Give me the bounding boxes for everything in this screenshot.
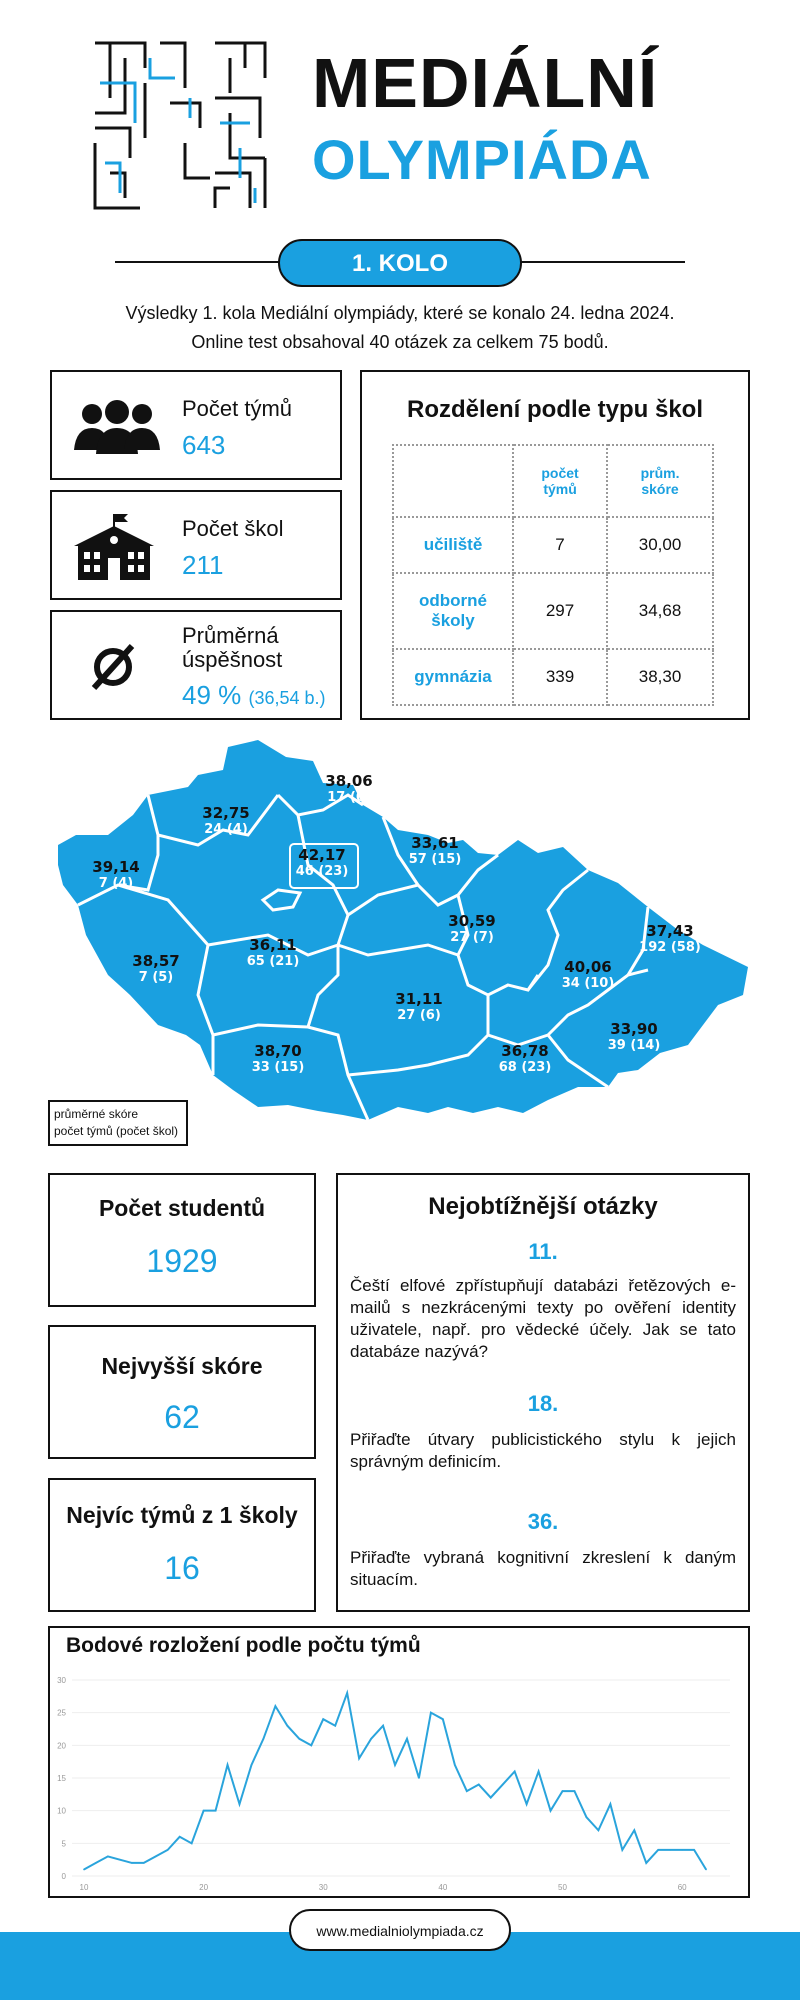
maze-logo [90,38,270,213]
schools-label: Počet škol [182,516,284,541]
data-point [143,1862,145,1864]
average-label-line1: Průměrná [182,623,279,648]
data-point [574,1790,576,1792]
region-label: 36,78 68 (23) [498,1042,552,1075]
header-teams: počet týmů [513,445,607,517]
data-point [382,1725,384,1727]
data-point [478,1784,480,1786]
data-point [490,1797,492,1799]
school-types-card [360,370,750,720]
hardest-questions-card [336,1173,750,1612]
students-title: Počet studentů [98,1195,266,1221]
data-point [681,1849,683,1851]
average-value-row [182,680,326,711]
data-point [83,1869,85,1871]
legend-line-1: průměrné skóre [54,1107,139,1121]
data-point [598,1829,600,1831]
question-text: Přiřaďte útvary publicistického stylu k jejich správným definicím. [350,1430,736,1472]
data-point [203,1810,205,1812]
teams-value: 643 [182,430,226,460]
intro-line-1: Výsledky 1. kola Mediální olympiády, které se konalo 24. ledna 2024. [125,303,675,323]
x-tick-label: 20 [199,1883,209,1892]
x-tick-label: 10 [79,1883,89,1892]
data-point [322,1718,324,1720]
region-label: 38,70 33 (15) [251,1042,305,1075]
school-types-title: Rozdělení podle typu škol [406,396,704,423]
data-point [95,1862,97,1864]
data-point [586,1816,588,1818]
max-score-card [48,1325,316,1459]
question-number: 18. [527,1391,559,1416]
hardest-questions-title: Nejobtížnější otázky [428,1193,658,1220]
teams-label: Počet týmů [182,396,293,421]
table-row [393,649,713,705]
row-type: gymnázia [393,649,513,705]
students-card [48,1173,316,1307]
region-label: 30,59 27 (7) [448,912,496,945]
row-score: 30,00 [607,517,713,573]
y-tick-label: 10 [57,1806,66,1816]
data-point [442,1718,444,1720]
data-point [645,1862,647,1864]
region-label: 33,90 39 (14) [607,1020,661,1053]
row-score: 38,30 [607,649,713,705]
data-point [562,1790,564,1792]
data-point [131,1862,133,1864]
x-tick-label: 60 [677,1883,687,1892]
legend-line-2: počet týmů (počet škol) [54,1123,179,1138]
data-point [610,1803,612,1805]
y-tick-label: 30 [57,1676,66,1685]
table-row [393,573,713,649]
stat-card-teams [50,370,342,480]
region-label: 38,06 17 (6) [325,772,373,805]
intro-line-2: Online test obsahoval 40 otázek za celkem 75 bodů. [191,332,609,352]
data-point [275,1705,277,1707]
data-point [622,1849,624,1851]
data-point [514,1771,516,1773]
data-point [310,1745,312,1747]
average-label-line2: úspěšnost [182,647,283,673]
footer-url[interactable]: www.medialniolympiada.cz [289,1909,511,1951]
max-score-title: Nejvyšší skóre [101,1353,263,1379]
school-types-table [392,444,714,706]
map-legend [48,1100,188,1146]
schools-value: 211 [182,550,224,580]
question-number: 11. [528,1239,558,1264]
title-line-1: MEDIÁLNÍ [312,44,659,122]
region-label: 31,11 27 (6) [395,990,443,1023]
data-point [299,1738,301,1740]
y-tick-label: 25 [57,1708,66,1718]
region-label: 38,57 7 (5) [132,952,180,985]
students-value: 1929 [146,1243,218,1279]
table-corner [393,445,513,517]
y-tick-label: 15 [57,1774,66,1783]
data-point [657,1849,659,1851]
data-point [119,1859,121,1861]
team-icon [72,400,162,455]
data-point [251,1764,253,1766]
data-point [167,1849,169,1851]
data-point [287,1725,289,1727]
region-label: 32,75 24 (4) [202,804,250,837]
data-point [502,1784,504,1786]
data-point [263,1738,265,1740]
school-icon [72,512,156,582]
data-point [693,1849,695,1851]
row-teams: 339 [513,649,607,705]
data-point [370,1738,372,1740]
data-point [406,1738,408,1740]
row-type: odborné školy [393,573,513,649]
data-point [526,1803,528,1805]
y-tick-label: 0 [61,1872,66,1881]
data-point [430,1712,432,1714]
round-badge: 1. KOLO [278,239,522,287]
data-point [705,1869,707,1871]
data-point [179,1836,181,1838]
row-score: 34,68 [607,573,713,649]
question-number: 36. [527,1509,559,1534]
region-label: 39,14 7 (4) [92,858,140,891]
data-point [191,1843,193,1845]
data-point [669,1849,671,1851]
most-teams-value: 16 [164,1550,200,1586]
row-type: učiliště [393,517,513,573]
region-label: 36,11 65 (21) [246,936,300,969]
average-icon [88,642,138,692]
data-point [215,1810,217,1812]
data-point [538,1771,540,1773]
x-tick-label: 30 [318,1883,328,1892]
data-point [633,1829,635,1831]
data-point [239,1803,241,1805]
header-score: prům. skóre [607,445,713,517]
average-label [182,624,282,672]
data-point [454,1764,456,1766]
region-label: 37,43 192 (58) [639,922,701,955]
score-distribution-card [48,1626,750,1898]
average-note: (36,54 b.) [248,688,326,708]
score-distribution-chart [50,1668,748,1896]
data-point [155,1856,157,1858]
data-point [334,1725,336,1727]
y-tick-label: 20 [57,1741,66,1751]
question-text: Čeští elfové zpřístupňují databázi řetězových e-mailů s nezkrácenými texty po ověření identity uživatele, např. pro vědecké účely. Jak se tato databáze nazývá? [350,1276,736,1362]
most-teams-title: Nejvíc týmů z 1 školy [66,1502,298,1528]
stat-card-schools [50,490,342,600]
max-score-value: 62 [164,1399,200,1435]
data-point [107,1856,109,1858]
region-label: 33,61 57 (15) [408,834,462,867]
data-point [346,1692,348,1694]
row-teams: 7 [513,517,607,573]
x-tick-label: 50 [558,1883,567,1892]
question-text: Přiřaďte vybraná kognitivní zkreslení k daným situacím. [350,1548,736,1590]
stat-card-average [50,610,342,720]
data-point [227,1764,229,1766]
y-tick-label: 5 [61,1839,66,1849]
data-point [394,1764,396,1766]
data-point [550,1810,552,1812]
data-point [358,1758,360,1760]
most-teams-card [48,1478,316,1612]
chart-title: Bodové rozložení podle počtu týmů [66,1634,421,1657]
data-point [466,1790,468,1792]
x-tick-label: 40 [438,1883,448,1892]
title-line-2: OLYMPIÁDA [312,128,652,191]
region-label: 42,17 46 (23) [295,846,349,879]
table-row [393,517,713,573]
data-point [418,1777,420,1779]
average-value: 49 % [182,680,242,710]
row-teams: 297 [513,573,607,649]
region-label: 40,06 34 (10) [561,958,615,991]
